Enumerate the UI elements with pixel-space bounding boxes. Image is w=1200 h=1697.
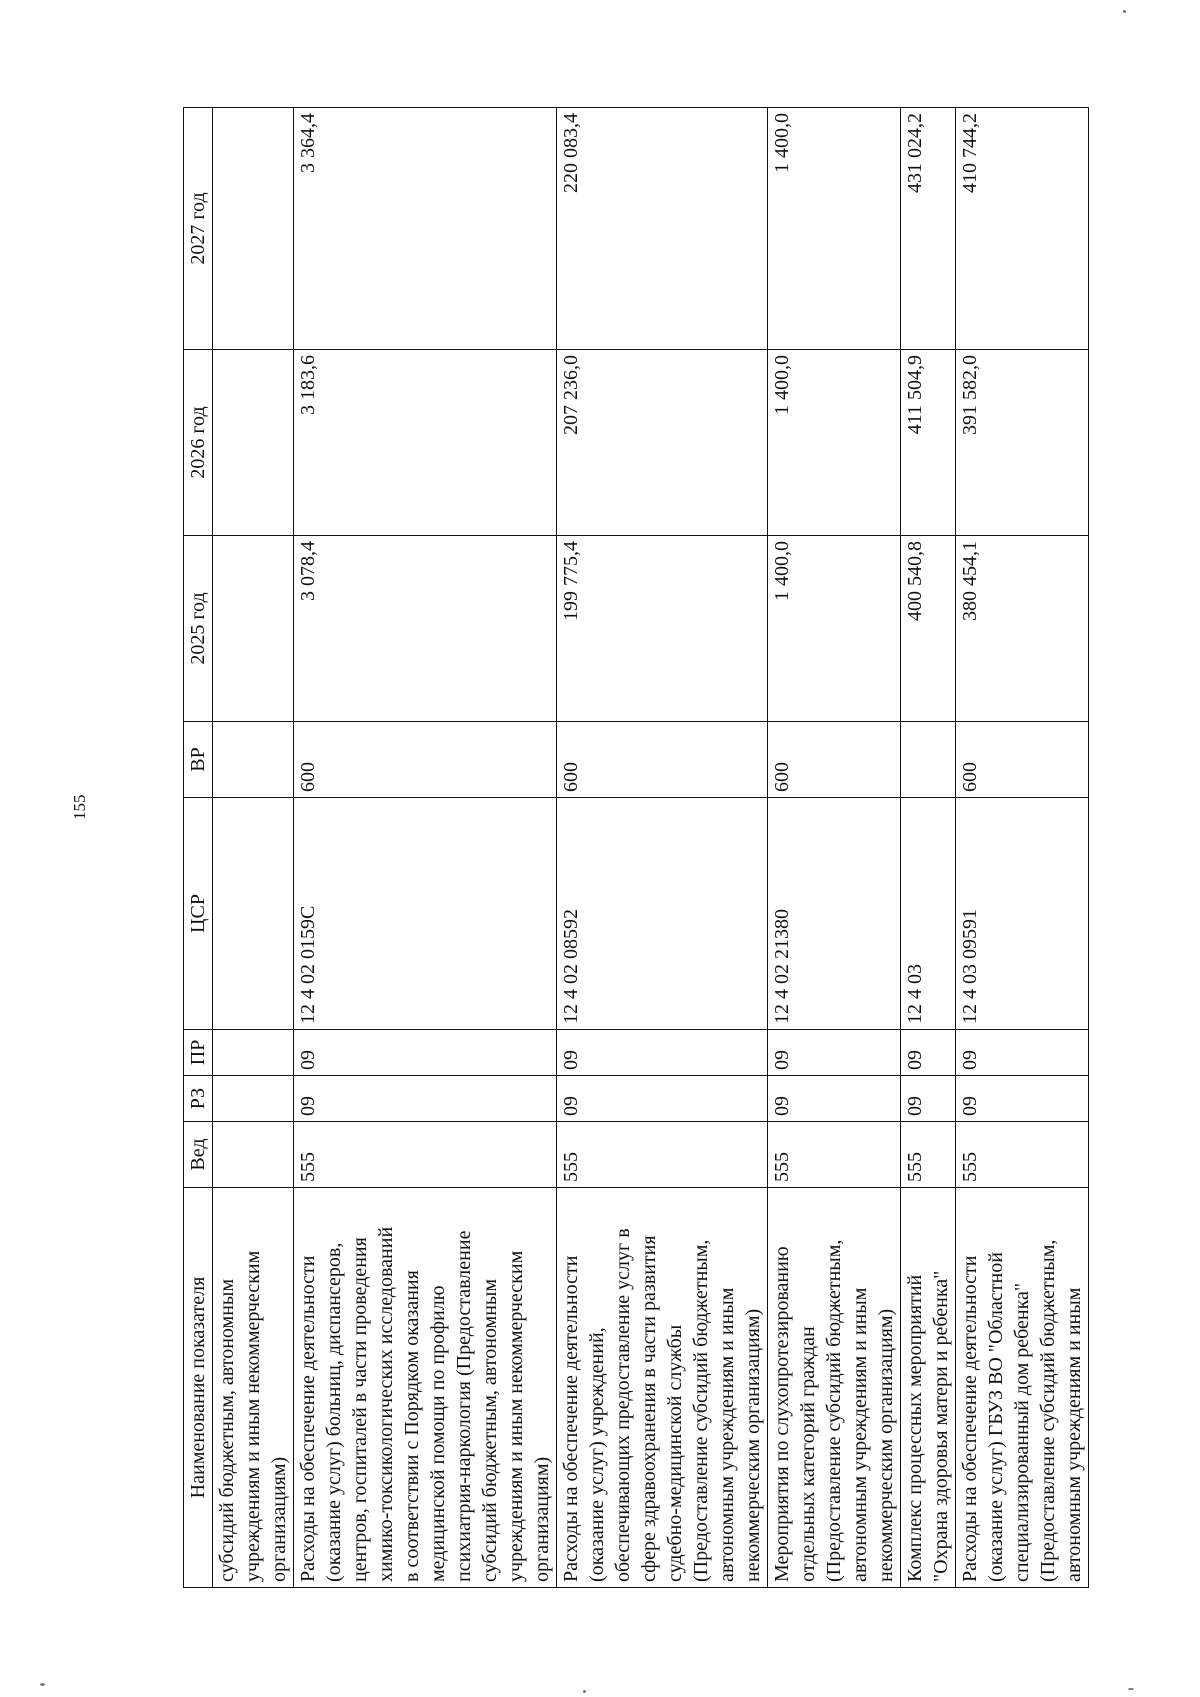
cell-ved [213, 1122, 294, 1188]
cell-2027 [213, 108, 294, 350]
name-line: некоммерческим организациям) [742, 1308, 764, 1582]
cell-2027: 410 744,2 [956, 108, 1089, 350]
scan-speck [40, 1683, 45, 1686]
name-line: отдельных категорий граждан [797, 1326, 819, 1582]
cell-rz: 09 [294, 1076, 557, 1122]
name-line: (Предоставление субсидий бюджетным, [823, 1239, 845, 1582]
name-line: Комплекс процессных мероприятий [904, 1274, 926, 1582]
name-line: организациям) [268, 1456, 290, 1582]
name-line: Расходы на обеспечение деятельности [560, 1255, 582, 1582]
table-row [557, 108, 768, 1588]
cell-2025: 1 400,0 [768, 536, 901, 722]
cell-2026: 207 236,0 [557, 350, 768, 536]
header-csr: ЦСР [184, 798, 213, 1030]
name-line: (оказание услуг) ГБУЗ ВО "Областной [985, 1252, 1007, 1582]
cell-vr: 600 [557, 722, 768, 798]
cell-2025: 380 454,1 [956, 536, 1089, 722]
scan-speck [1123, 10, 1126, 13]
name-line: Расходы на обеспечение деятельности [297, 1255, 319, 1582]
header-ved: Вед [184, 1122, 213, 1188]
row-name [294, 1188, 557, 1588]
name-line: сфере здравоохранения в части развития [638, 1235, 660, 1582]
rotated-page [183, 108, 1103, 1588]
cell-rz: 09 [901, 1076, 956, 1122]
cell-csr: 12 4 02 21380 [768, 798, 901, 1030]
cell-pr: 09 [768, 1030, 901, 1076]
scan-speck [1128, 1688, 1134, 1690]
cell-csr: 12 4 03 09591 [956, 798, 1089, 1030]
cell-pr [213, 1030, 294, 1076]
name-line: в соответствии с Порядком оказания [401, 1270, 423, 1582]
row-name [956, 1188, 1089, 1588]
cell-2025: 199 775,4 [557, 536, 768, 722]
cell-2027: 3 364,4 [294, 108, 557, 350]
name-line: психиатрия-наркология (Предоставление [453, 1230, 475, 1582]
budget-table [183, 107, 1089, 1588]
name-line: (Предоставление субсидий бюджетным, [690, 1239, 712, 1582]
name-line: "Охрана здоровья матери и ребенка" [930, 1270, 952, 1582]
cell-2026: 1 400,0 [768, 350, 901, 536]
row-name [557, 1188, 768, 1588]
name-line: некоммерческим организациям) [875, 1308, 897, 1582]
cell-pr: 09 [956, 1030, 1089, 1076]
name-line: специализированный дом ребенка" [1011, 1282, 1033, 1582]
name-line: медицинской помощи по профилю [427, 1285, 449, 1582]
cell-vr [213, 722, 294, 798]
name-line: субсидий бюджетным, автономным [479, 1278, 501, 1582]
row-name [901, 1188, 956, 1588]
cell-ved: 555 [901, 1122, 956, 1188]
cell-csr: 12 4 02 08592 [557, 798, 768, 1030]
table-row [213, 108, 294, 1588]
cell-2025 [213, 536, 294, 722]
name-line: (оказание услуг) больниц, диспансеров, [323, 1242, 345, 1582]
cell-csr: 12 4 02 0159С [294, 798, 557, 1030]
header-2025: 2025 год [184, 536, 213, 722]
cell-2027: 431 024,2 [901, 108, 956, 350]
cell-2026: 3 183,6 [294, 350, 557, 536]
cell-ved: 555 [768, 1122, 901, 1188]
cell-rz: 09 [557, 1076, 768, 1122]
cell-2026: 391 582,0 [956, 350, 1089, 536]
name-line: химико-токсикологических исследований [375, 1226, 397, 1582]
header-name: Наименование показателя [184, 1188, 213, 1588]
header-vr: ВР [184, 722, 213, 798]
cell-vr: 600 [956, 722, 1089, 798]
name-line: учреждениям и иным некоммерческим [242, 1250, 264, 1582]
cell-vr: 600 [768, 722, 901, 798]
name-line: центров, госпиталей в части проведения [349, 1237, 371, 1582]
row-name [213, 1188, 294, 1588]
cell-2025: 400 540,8 [901, 536, 956, 722]
cell-rz: 09 [956, 1076, 1089, 1122]
cell-ved: 555 [956, 1122, 1089, 1188]
name-line: автономным учреждениям и иным [849, 1287, 871, 1582]
name-line: организациям) [531, 1456, 553, 1582]
cell-pr: 09 [557, 1030, 768, 1076]
cell-csr: 12 4 03 [901, 798, 956, 1030]
header-pr: ПР [184, 1030, 213, 1076]
cell-2026: 411 504,9 [901, 350, 956, 536]
header-rz: РЗ [184, 1076, 213, 1122]
cell-2027: 220 083,4 [557, 108, 768, 350]
cell-2026 [213, 350, 294, 536]
cell-2025: 3 078,4 [294, 536, 557, 722]
cell-2027: 1 400,0 [768, 108, 901, 350]
cell-ved: 555 [294, 1122, 557, 1188]
table-row [294, 108, 557, 1588]
table-row [901, 108, 956, 1588]
page-number: 155 [70, 794, 89, 820]
name-line: субсидий бюджетным, автономным [216, 1278, 238, 1582]
cell-rz: 09 [768, 1076, 901, 1122]
scan-speck [583, 1690, 586, 1693]
name-line: обеспечивающих предоставление услуг в [612, 1228, 634, 1582]
cell-csr [213, 798, 294, 1030]
name-line: автономным учреждениям и иным [716, 1287, 738, 1582]
header-2027: 2027 год [184, 108, 213, 350]
name-line: (оказание услуг) учреждений, [586, 1327, 608, 1582]
name-line: Расходы на обеспечение деятельности [959, 1255, 981, 1582]
cell-vr [901, 722, 956, 798]
table-header-row [184, 108, 213, 1588]
name-line: учреждениям и иным некоммерческим [505, 1250, 527, 1582]
name-line: Мероприятия по слухопротезированию [771, 1246, 793, 1582]
cell-pr: 09 [901, 1030, 956, 1076]
name-line: (Предоставление субсидий бюджетным, [1037, 1239, 1059, 1582]
cell-vr: 600 [294, 722, 557, 798]
name-line: судебно-медицинской службы [664, 1324, 686, 1582]
table-row [956, 108, 1089, 1588]
name-line: автономным учреждениям и иным [1063, 1287, 1085, 1582]
cell-ved: 555 [557, 1122, 768, 1188]
table-row [768, 108, 901, 1588]
cell-pr: 09 [294, 1030, 557, 1076]
header-2026: 2026 год [184, 350, 213, 536]
row-name [768, 1188, 901, 1588]
cell-rz [213, 1076, 294, 1122]
